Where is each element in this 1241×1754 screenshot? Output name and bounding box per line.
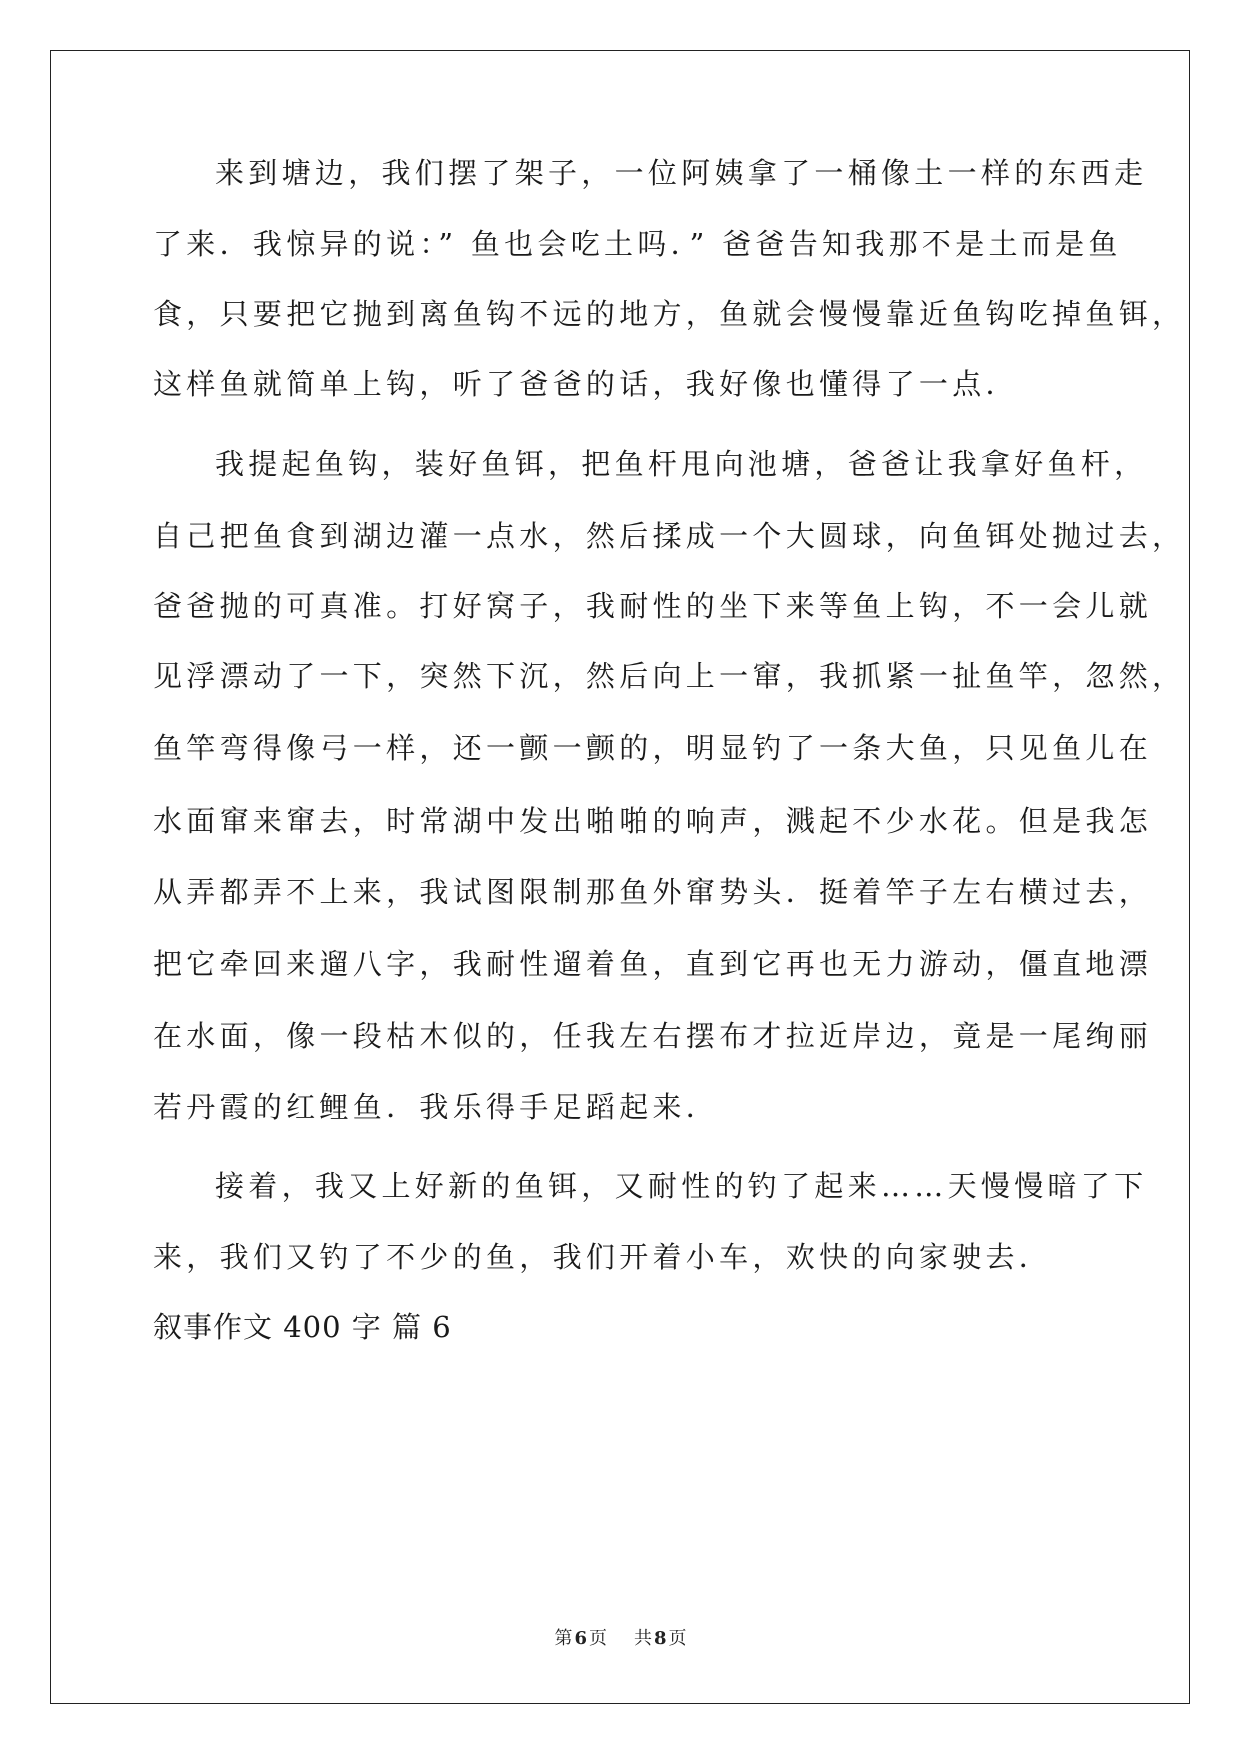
paragraph-2-line-8: 把它牵回来遛八字，我耐性遛着鱼，直到它再也无力游动，僵直地漂 <box>153 947 1153 981</box>
footer-total-suffix: 页 <box>668 1628 687 1649</box>
paragraph-2-line-7: 从弄都弄不上来，我试图限制那鱼外窜势头．挺着竿子左右横过去， <box>153 875 1153 909</box>
paragraph-2-line-9: 在水面，像一段枯木似的，任我左右摆布才拉近岸边，竟是一尾绚丽 <box>153 1019 1153 1053</box>
footer-prefix: 第 <box>554 1628 573 1649</box>
paragraph-2-line-4: 见浮漂动了一下，突然下沉，然后向上一窜，我抓紧一扯鱼竿，忽然， <box>153 659 1186 693</box>
paragraph-2-line-6: 水面窜来窜去，时常湖中发出啪啪的响声，溅起不少水花。但是我怎 <box>153 804 1153 838</box>
footer-page-suffix: 页 <box>589 1628 608 1649</box>
paragraph-2-line-10: 若丹霞的红鲤鱼．我乐得手足蹈起来． <box>153 1090 720 1124</box>
footer-page-number: 6 <box>574 1628 588 1649</box>
paragraph-1-line-3: 食，只要把它抛到离鱼钩不远的地方，鱼就会慢慢靠近鱼钩吃掉鱼铒， <box>153 297 1186 331</box>
paragraph-3-line-2: 来，我们又钓了不少的鱼，我们开着小车，欢快的向家驶去． <box>153 1240 1053 1274</box>
page-footer <box>0 1627 1241 1651</box>
footer-total-pages: 8 <box>653 1628 667 1649</box>
paragraph-1-line-2: 了来．我惊异的说：” 鱼也会吃土吗．” 爸爸告知我那不是土而是鱼 <box>153 227 1122 261</box>
paragraph-2-line-5: 鱼竿弯得像弓一样，还一颤一颤的，明显钓了一条大鱼，只见鱼儿在 <box>153 731 1153 765</box>
paragraph-2-line-3: 爸爸抛的可真准。打好窝子，我耐性的坐下来等鱼上钩，不一会儿就 <box>153 589 1153 623</box>
paragraph-2-line-1: 我提起鱼钩，装好鱼铒，把鱼杆甩向池塘，爸爸让我拿好鱼杆， <box>215 447 1148 481</box>
paragraph-2-line-2: 自己把鱼食到湖边灌一点水，然后揉成一个大圆球，向鱼铒处抛过去， <box>153 519 1186 553</box>
section-heading: 叙事作文 400 字 篇 6 <box>153 1310 452 1344</box>
paragraph-1-line-1: 来到塘边，我们摆了架子，一位阿姨拿了一桶像土一样的东西走 <box>215 156 1148 190</box>
paragraph-3-line-1: 接着，我又上好新的鱼铒，又耐性的钓了起来……天慢慢暗了下 <box>215 1169 1148 1203</box>
paragraph-1-line-4: 这样鱼就简单上钩，听了爸爸的话，我好像也懂得了一点． <box>153 367 1019 401</box>
footer-total-prefix: 共 <box>633 1628 652 1649</box>
